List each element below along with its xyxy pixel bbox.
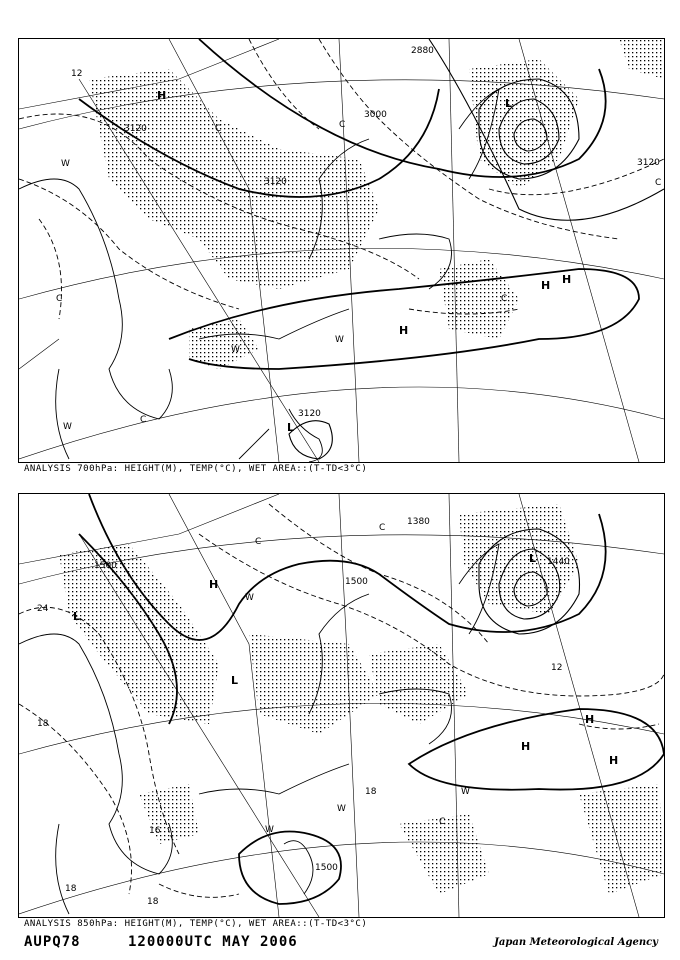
warm-center: W [245, 593, 254, 603]
cold-center: C [379, 523, 386, 533]
chart-700hpa [18, 38, 665, 463]
temp-label: 18 [365, 787, 377, 797]
height-label: 3120 [637, 158, 660, 168]
high-center: H [609, 754, 619, 767]
cold-center: C [339, 120, 346, 130]
low-center: L [529, 552, 537, 565]
high-center: H [157, 89, 167, 102]
height-label: 2880 [411, 46, 434, 56]
high-center: H [562, 273, 572, 286]
caption-850hpa: ANALYSIS 850hPa: HEIGHT(M), TEMP(°C), WET AREA::(T-TD<3°C) [24, 919, 368, 929]
temp-label: 18 [147, 897, 159, 907]
height-label: 3120 [264, 177, 287, 187]
low-center: L [505, 97, 513, 110]
cold-center: C [255, 537, 262, 547]
height-label: 3120 [124, 124, 147, 134]
temp-label: 12 [71, 69, 83, 79]
cold-center: C [215, 124, 222, 134]
height-label: 1500 [345, 577, 368, 587]
warm-center: W [63, 422, 72, 432]
height-label: 1440 [547, 557, 570, 567]
product-code: AUPQ78 [24, 934, 81, 950]
height-label: 3120 [298, 409, 321, 419]
height-label: 3000 [364, 110, 387, 120]
cold-center: C [56, 294, 63, 304]
temp-label: 16 [149, 826, 161, 836]
cold-center: C [501, 294, 508, 304]
high-center: H [541, 279, 551, 292]
map-850hpa [19, 494, 664, 917]
temp-label: 12 [551, 663, 563, 673]
height-label: 1380 [407, 517, 430, 527]
temp-label: 18 [37, 719, 49, 729]
temp-label: 24 [37, 604, 49, 614]
high-center: H [209, 578, 219, 591]
caption-700hpa: ANALYSIS 700hPa: HEIGHT(M), TEMP(°C), WET AREA::(T-TD<3°C) [24, 464, 368, 474]
warm-center: W [231, 345, 240, 355]
warm-center: W [265, 825, 274, 835]
valid-time: 120000UTC MAY 2006 [128, 934, 298, 950]
warm-center: W [461, 787, 470, 797]
cold-center: C [439, 817, 446, 827]
height-label: 1500 [94, 561, 117, 571]
low-center: L [287, 421, 295, 434]
high-center: H [521, 740, 531, 753]
low-center: L [73, 610, 81, 623]
warm-center: W [61, 159, 70, 169]
high-center: H [399, 324, 409, 337]
map-700hpa [19, 39, 664, 462]
cold-center: C [655, 178, 662, 188]
high-center: H [585, 713, 595, 726]
warm-center: W [335, 335, 344, 345]
warm-center: W [337, 804, 346, 814]
low-center: L [231, 674, 239, 687]
height-label: 1500 [315, 863, 338, 873]
temp-label: 18 [65, 884, 77, 894]
agency-name: Japan Meteorological Agency [494, 937, 658, 948]
chart-850hpa [18, 493, 665, 918]
cold-center: C [140, 415, 147, 425]
